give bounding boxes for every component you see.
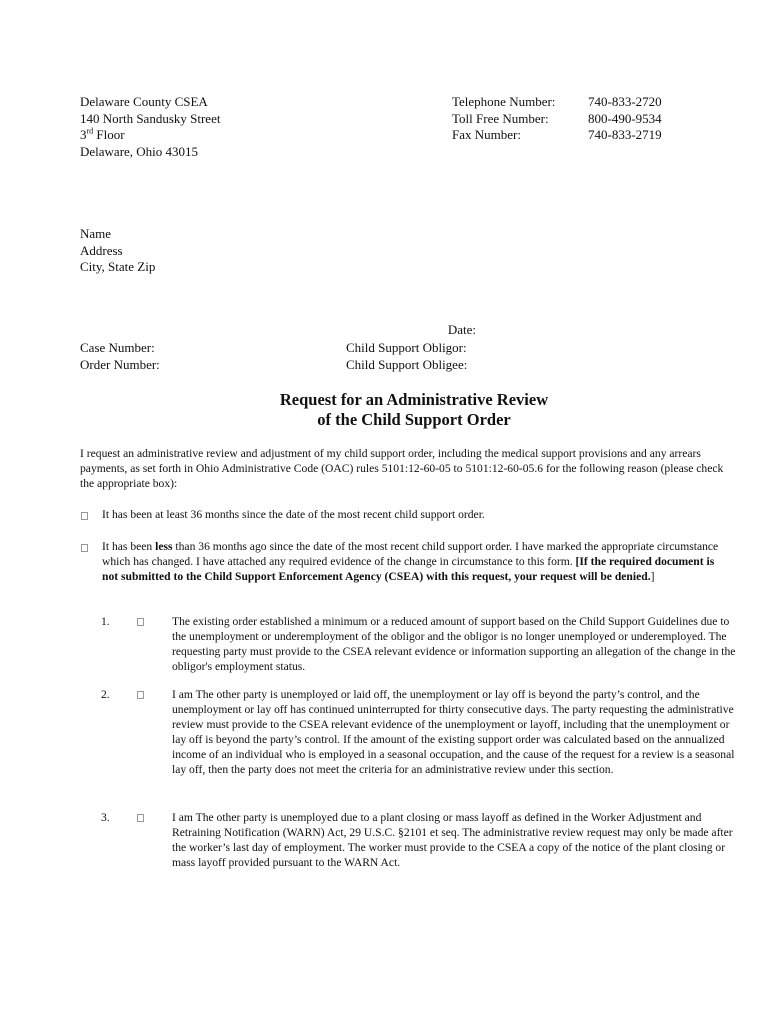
page-title <box>0 390 770 430</box>
order-number-label: Order Number: <box>80 356 160 372</box>
tollfree-label: Toll Free Number: <box>452 110 549 126</box>
agency-city: Delaware, Ohio 43015 <box>80 143 199 159</box>
item-1-number: 1. <box>101 615 110 628</box>
item-1-checkbox[interactable] <box>137 618 144 626</box>
item-3-checkbox[interactable] <box>137 814 144 822</box>
obligee-label: Child Support Obligee: <box>346 356 468 372</box>
item-2-text: I am The other party is unemployed or laid off, the unemployment or lay off is beyond the party’s control, and the unemployment or lay off has continued uninterrupted for thirty consecutive days. The party requesting the administrative review must provide to the CSEA relevant evidence of the unemployment or layoff, including that the unemployment or lay off is beyond the party’s control. If the amount of the existing support order was calculated based on the annualized income of an individual who is employed in a seasonal occupation, and the cause of the request for a review is a seasonal lay off, then the party does not meet the criteria for an administrative review under this section. <box>172 688 735 776</box>
contact-values <box>588 94 662 144</box>
recipient-city: City, State Zip <box>80 259 156 274</box>
intro-paragraph: I request an administrative review and adjustment of my child support order, including the medical support provisions and any arrears payments, as set forth in Ohio Administrative Code (OAC) rules 5101:12-60-05 to 5101:12-60-05.6 for the following reason (please check the appropriate box): <box>80 447 724 490</box>
telephone-label: Telephone Number: <box>452 94 556 109</box>
option-1-text: It has been at least 36 months since the date of the most recent child support order. <box>102 508 485 521</box>
agency-address-block <box>80 94 220 160</box>
recipient-block <box>80 226 155 276</box>
case-number-label: Case Number: <box>80 340 155 355</box>
telephone-value: 740-833-2720 <box>588 94 662 109</box>
party-block <box>346 340 467 373</box>
title-line-2: of the Child Support Order <box>317 410 511 429</box>
item-2-number: 2. <box>101 688 110 701</box>
fax-value: 740-833-2719 <box>588 127 662 142</box>
option-2-text: It has been less than 36 months ago since the date of the most recent child support order. I have marked the appropriate circumstance which has changed. I have attached any required evidence of the change in circumstance to this form. [If the required document is not submitted to the Child Support Enforcement Agency (CSEA) with this request, your request will be denied.] <box>102 540 719 583</box>
obligor-label: Child Support Obligor: <box>346 340 467 355</box>
item-3-number: 3. <box>101 811 110 824</box>
title-line-1: Request for an Administrative Review <box>279 390 549 409</box>
option-1-checkbox[interactable] <box>81 512 88 520</box>
date-label: Date: <box>447 322 476 337</box>
item-1-text: The existing order established a minimum or a reduced amount of support based on the Child Support Guidelines due to the unemployment or underemployment of the obligor and the obligor is no longer unemployed or underemployed. The requesting party must provide to the CSEA relevant evidence or information supporting an allegation of the change in the obligor's employment status. <box>172 615 736 673</box>
agency-floor: 3rd Floor <box>80 126 125 142</box>
agency-street: 140 North Sandusky Street <box>80 110 221 126</box>
option-2-checkbox[interactable] <box>81 544 88 552</box>
item-2-checkbox[interactable] <box>137 691 144 699</box>
item-3-text: I am The other party is unemployed due to a plant closing or mass layoff as defined in the Worker Adjustment and Retraining Notification (WARN) Act, 29 U.S.C. §2101 et seq. The administrative review request may only be made after the worker’s last day of employment. The worker must provide to the CSEA a copy of the notice of the plant closing or mass layoff provided pursuant to the WARN Act. <box>172 811 733 869</box>
agency-name: Delaware County CSEA <box>80 94 208 109</box>
fax-label: Fax Number: <box>452 127 521 142</box>
recipient-name: Name <box>80 226 112 241</box>
recipient-address: Address <box>80 242 123 258</box>
tollfree-value: 800-490-9534 <box>588 110 662 126</box>
contact-labels <box>452 94 555 144</box>
case-order-block <box>80 340 160 373</box>
